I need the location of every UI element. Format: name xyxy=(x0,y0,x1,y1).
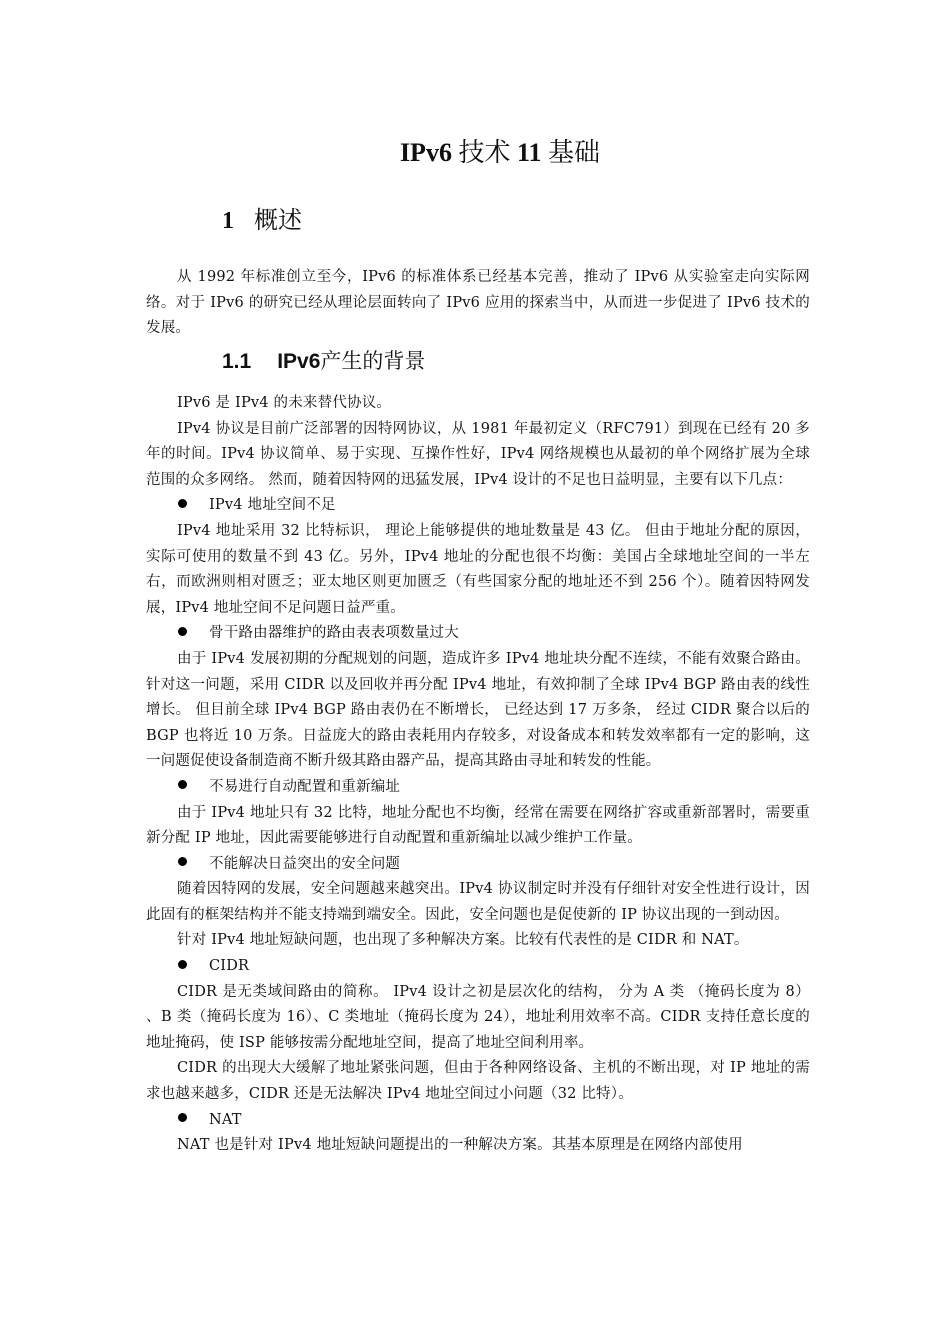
bullet-dot-icon xyxy=(178,857,187,866)
body-paragraph: 随着因特网的发展，安全问题越来越突出。IPv4 协议制定时并没有仔细针对安全性进行设计，因此固有的框架结构并不能支持端到端安全。因此，安全问题也是促使新的 IP 协议出现的一到动因。 xyxy=(146,881,810,923)
bullet-dot-icon xyxy=(178,627,187,636)
bullet-item xyxy=(146,775,810,801)
subsection-number: 1.1 xyxy=(222,350,252,373)
bullet-text: 不能解决日益突出的安全问题 xyxy=(209,855,401,872)
body-paragraph: 针对 IPv4 地址短缺问题，也出现了多种解决方案。比较有代表性的是 CIDR 和 NAT。 xyxy=(177,932,749,949)
section-number: 1 xyxy=(222,208,234,234)
bullet-text: 骨干路由器维护的路由表表项数量过大 xyxy=(209,625,459,642)
bullet-text: IPv4 地址空间不足 xyxy=(209,497,336,514)
bullet-text: NAT xyxy=(209,1111,242,1128)
body-content xyxy=(146,391,810,1159)
body-paragraph: CIDR 是无类域间路由的简称。 IPv4 设计之初是层次化的结构， 分为 A 类 （掩码长度为 8） 、B 类（掩码长度为 16）、C 类地址（掩码长度为 24），地址利用效率不高。CIDR 支持任意长度的地址掩码，使 ISP 能够按需分配地址空间，提高了地址空间利用率。 xyxy=(146,983,810,1051)
bullet-text: 不易进行自动配置和重新编址 xyxy=(209,778,401,795)
bullet-dot-icon xyxy=(178,960,187,969)
bullet-text: CIDR xyxy=(209,958,250,975)
body-paragraph: NAT 也是针对 IPv4 地址短缺问题提出的一种解决方案。其基本原理是在网络内部使用 xyxy=(177,1137,743,1154)
body-paragraph: IPv4 地址采用 32 比特标识， 理论上能够提供的地址数量是 43 亿。 但由于地址分配的原因，实际可使用的数量不到 43 亿。另外，IPv4 地址的分配也很不均衡：美国占全球地址空间的一半左右，而欧洲则相对匮乏；亚太地区则更加匮乏（有些国家分配的地址还不到 256 个）。随着因特网发展，IPv4 地址空间不足问题日益严重。 xyxy=(146,522,810,616)
bullet-dot-icon xyxy=(178,780,187,789)
bullet-item xyxy=(146,1108,810,1134)
bullet-item xyxy=(146,621,810,647)
body-paragraph: 由于 IPv4 发展初期的分配规划的问题，造成许多 IPv4 地址块分配不连续，不能有效聚合路由。针对这一问题，采用 CIDR 以及回收并再分配 IPv4 地址，有效抑制了全球 IPv4 BGP 路由表的线性增长。 但目前全球 IPv4 BGP 路由表仍在不断增长， 已经达到 17 万多条， 经过 CIDR 聚合以后的 BGP 也将近 10 万条。日益庞大的路由表耗用内存较多，对设备成本和转发效率都有一定的影响，这一问题促使设备制造商不断升级其路由器产品，提高其路由寻址和转发的性能。 xyxy=(146,650,810,770)
subsection-heading xyxy=(222,345,425,375)
body-paragraph: CIDR 的出现大大缓解了地址紧张问题，但由于各种网络设备、主机的不断出现，对 IP 地址的需求也越来越多，CIDR 还是无法解决 IPv4 地址空间过小问题（32 比特）。 xyxy=(146,1060,810,1103)
section-heading xyxy=(222,200,302,235)
intro-paragraph: 从 1992 年标准创立至今，IPv6 的标准体系已经基本完善，推动了 IPv6 从实验室走向实际网络。对于 IPv6 的研究已经从理论层面转向了 IPv6 应用的探索当中，从而进一步促进了 IPv6 技术的发展。 xyxy=(146,269,810,337)
document-title: IPv6 技术 11 基础 xyxy=(399,138,601,167)
body-paragraph: IPv6 是 IPv4 的未来替代协议。 xyxy=(177,395,392,411)
bullet-item xyxy=(146,493,810,519)
section-title: 概述 xyxy=(254,208,302,234)
bullet-item xyxy=(146,954,810,980)
bullet-item xyxy=(146,852,810,878)
body-paragraph: IPv4 协议是目前广泛部署的因特网协议，从 1981 年最初定义（RFC791）到现在已经有 20 多年的时间。IPv4 协议简单、易于实现、互操作性好，IPv4 网络规模也从最初的单个网络扩展为全球范围的众多网络。 然而，随着因特网的迅猛发展，IPv4 设计的不足也日益明显，主要有以下几点： xyxy=(146,420,810,488)
subsection-title-en: IPv6 xyxy=(277,350,321,373)
bullet-dot-icon xyxy=(178,499,187,508)
subsection-title-zh: 产生的背景 xyxy=(320,349,426,373)
bullet-dot-icon xyxy=(178,1113,187,1122)
body-paragraph: 由于 IPv4 地址只有 32 比特，地址分配也不均衡，经常在需要在网络扩容或重新部署时，需要重新分配 IP 地址，因此需要能够进行自动配置和重新编址以减少维护工作量。 xyxy=(146,804,810,847)
